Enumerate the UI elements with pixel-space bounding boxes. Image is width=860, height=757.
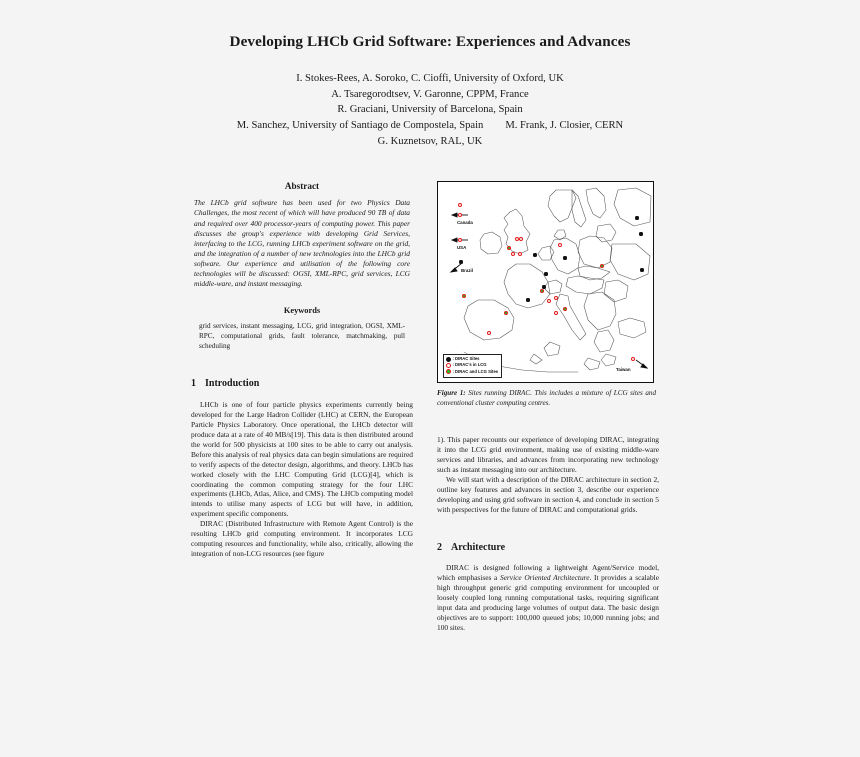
left-column (191, 180, 413, 559)
author-line: R. Graciani, University of Barcelona, Spain (337, 104, 523, 116)
arch-text-post: . It provides a scalable high throughput generic grid computing environment for uncoupled or loosely coupled long running computational tasks, requiring significant input data and producing large volumes of output data. The basic design objectives are to support: 100,000 queued jobs; 10,000 running jobs; and 100 sites. (437, 573, 659, 632)
map-label-taiwan: Taiwan (616, 367, 631, 372)
keywords-heading: Keywords (283, 305, 321, 315)
map-label-brazil: Brazil (461, 268, 473, 273)
legend-label: : DIRAC and LCG Sites (452, 368, 499, 374)
keywords-text: grid services, instant messaging, LCG, grid integration, OGSI, XML-RPC, computational grids, fault tolerance, matchmaking, pull scheduling (199, 322, 405, 351)
legend-label: : DIRAC's in LCG (452, 362, 487, 368)
map-country-labels (438, 182, 652, 381)
author-line: I. Stokes-Rees, A. Soroko, C. Cioffi, University of Oxford, UK (296, 73, 564, 84)
map-label-canada: Canada (457, 220, 473, 225)
page-title: Developing LHCb Grid Software: Experiences and Advances (229, 33, 631, 50)
author-list (190, 71, 670, 149)
section-number: 1 (191, 378, 196, 390)
black-dot-icon (446, 357, 451, 362)
paragraph-intro-2-part2: 1). This paper recounts our experience of developing DIRAC, integrating it into the LCG grid environment, making use of existing middle-ware services and libraries, and advances from incorporating new technology such as instant messaging into our architecture. (437, 435, 659, 474)
abstract-heading: Abstract (284, 181, 320, 191)
figure-caption (437, 389, 656, 408)
author-line-right: M. Frank, J. Closier, CERN (505, 120, 624, 132)
map-label-usa: USA (457, 245, 467, 250)
paragraph-intro-2-part1: DIRAC (Distributed Infrastructure with Remote Agent Control) is the resulting LHCb grid computing environment. It incorporates LCG computing resources and functionality, while also, critically, allowing the integration of non-LCG resources (see figure (191, 519, 413, 559)
figure-image-frame (437, 181, 654, 383)
author-line: G. Kuznetsov, RAL, UK (377, 135, 483, 147)
title-block (190, 32, 670, 149)
figure-number: Figure 1: (437, 389, 466, 397)
figure-1 (437, 181, 656, 408)
red-circle-icon (446, 363, 451, 368)
author-line-left: M. Sanchez, University of Santiago de Compostela, Spain (236, 120, 484, 132)
section-title: Architecture (451, 541, 506, 553)
paragraph-intro-3: We will start with a description of the DIRAC architecture in section 2, outline key features and advances in section 3, describe our experience developing and using grid software in section 4, and conclude in section 5 with perspectives for the future of DIRAC and computational grids. (437, 474, 659, 514)
section-number: 2 (437, 541, 442, 553)
paragraph-intro-1: LHCb is one of four particle physics experiments currently being developed for the Large Hadron Collider (LHC) at CERN, the European Particle Physics Laboratory. Once operational, the LHCb detector will produce data at a rate of 40 MB/s[19]. This data is then distributed around the world for 500 physicists at 100 sites to be able to carry out analysis. Before this analysis of real physics data can begin simulations are required to verify aspects of the detector design, algorithms, and theory. LHCb has worked closely with the LHC Computing Grid (LCG)[4], which is coordinating the common computing strategy for the four LHC experiments (LHCb, Atlas, Alice, and CMS). The LHCb computing model intends to utilise many aspects of LCG but will have, in addition, experiment specific components. (191, 399, 413, 519)
paragraph-architecture-1 (437, 563, 659, 633)
legend-label: : DIRAC Sites (452, 356, 480, 362)
legend-item-dirac-and-lcg (446, 369, 498, 375)
figure-caption-text: Sites running DIRAC. This includes a mixture of LCG sites and conventional cluster computing centres. (437, 389, 656, 407)
arch-text-pre: DIRAC is designed following a lightweight Agent/Service model, which emphasises a (437, 563, 659, 583)
section-heading-architecture (437, 541, 659, 554)
green-circle-icon (446, 369, 451, 374)
abstract-text: The LHCb grid software has been used for two Physics Data Challenges, the most recent of which will have produced 90 TB of data and required over 400 processor-years of computing power. This paper discusses the group's experience with developing Grid Services, interfacing to the LCG, running LHCb experiment software on the grid, and the integration of a number of new technologies into the LHCb grid software. Our experience and utilisation of the following core technologies will be discussed: OGSI, XML-RPC, grid services, LCG middle-ware, and instant messaging. (194, 198, 410, 288)
arch-text-italic: Service Oriented Architecture (499, 573, 590, 583)
section-heading-introduction (191, 377, 413, 390)
section-title: Introduction (205, 378, 260, 390)
map-legend (443, 354, 502, 378)
right-column (437, 435, 659, 633)
author-line-split (190, 118, 670, 134)
author-line: A. Tsaregorodtsev, V. Garonne, CPPM, France (331, 88, 529, 100)
